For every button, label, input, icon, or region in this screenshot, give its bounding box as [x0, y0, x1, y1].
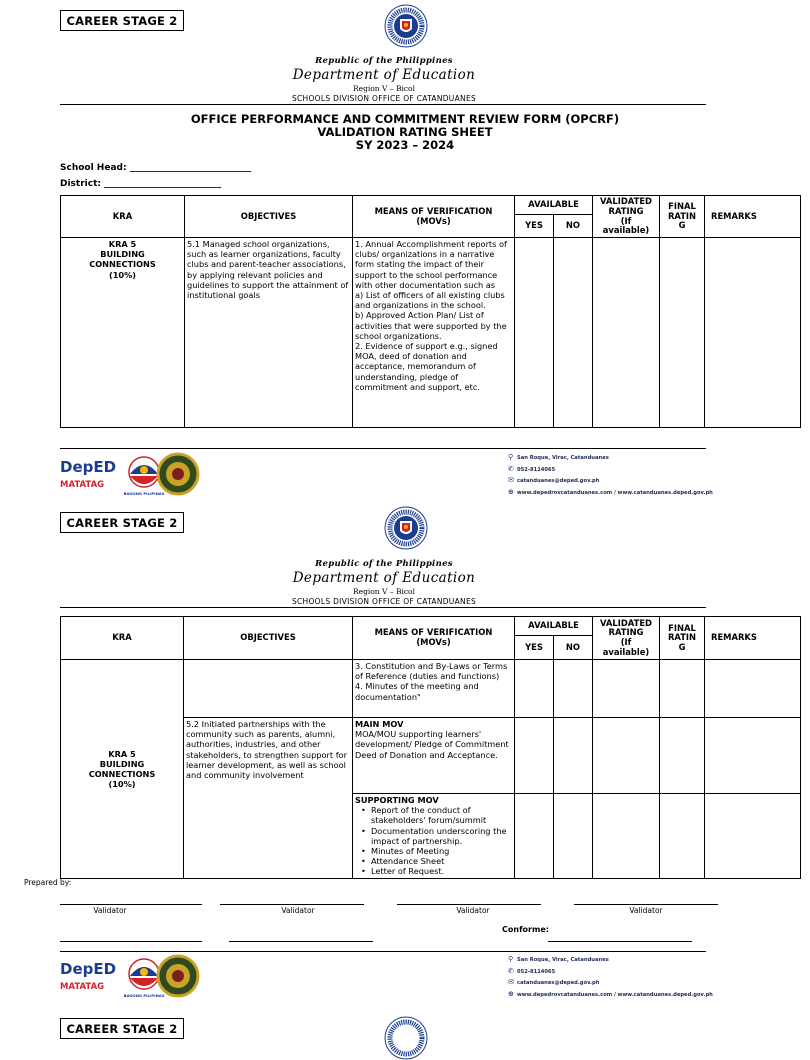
signature-line[interactable] [548, 941, 692, 942]
header-validated-rating: VALIDATED RATING (If available) [593, 196, 660, 238]
validator-label: Validator [93, 906, 127, 915]
kra-cell: KRA 5 BUILDING CONNECTIONS (10%) [61, 238, 185, 428]
validated-rating-cell[interactable] [593, 718, 660, 794]
footer-rule [60, 448, 706, 449]
header-remarks: REMARKS [705, 196, 801, 238]
career-stage-label: CAREER STAGE 2 [66, 13, 178, 28]
validated-rating-cell[interactable] [593, 238, 660, 428]
contact-phone: 052-8114065 [517, 968, 556, 975]
rating-table-2 [60, 616, 801, 879]
header-division: SCHOOLS DIVISION OFFICE OF CATANDUANES [291, 597, 477, 606]
svg-text:MATATAG: MATATAG [60, 982, 105, 992]
district-field[interactable]: District: __________________________ [60, 179, 222, 189]
mov-cell-continued: 3. Constitution and By-Laws or Terms of Reference (duties and functions) 4. Minutes of the meeting and documentation" [353, 660, 515, 718]
location-icon: ⚲ [508, 453, 514, 461]
remarks-cell[interactable] [705, 238, 801, 428]
contact-address: San Roque, Virac, Catanduanes [517, 455, 609, 461]
signature-line[interactable] [574, 904, 718, 905]
list-item: • Documentation underscoring the impact of partnership. [355, 826, 512, 846]
form-title-line3: SY 2023 – 2024 [355, 138, 455, 152]
validator-label: Validator [281, 906, 315, 915]
svg-text:MATATAG: MATATAG [60, 480, 105, 490]
header-region: Region V – Bicol [353, 84, 415, 93]
header-kra: KRA [61, 617, 184, 660]
header-no: NO [554, 636, 593, 660]
contact-address: San Roque, Virac, Catanduanes [517, 957, 609, 963]
conforme-label: Conforme: [502, 925, 549, 934]
header-mov: MEANS OF VERIFICATION (MOVs) [353, 196, 515, 238]
header-objectives: OBJECTIVES [184, 617, 353, 660]
no-cell[interactable] [554, 238, 593, 428]
header-department: Department of Education [292, 570, 476, 586]
contact-email[interactable]: catanduanes@deped.gov.ph [517, 980, 600, 986]
supporting-mov-cell [353, 794, 515, 879]
validator-label: Validator [456, 906, 490, 915]
header-yes: YES [515, 215, 554, 238]
signature-line[interactable] [229, 941, 373, 942]
prepared-by-label: Prepared by: [24, 878, 72, 887]
remarks-cell[interactable] [705, 718, 801, 794]
svg-text:BAGONG PILIPINAS: BAGONG PILIPINAS [123, 491, 165, 496]
contact-block [508, 954, 713, 1000]
career-stage-label: CAREER STAGE 2 [66, 515, 178, 530]
header-objectives: OBJECTIVES [185, 196, 353, 238]
signature-line[interactable] [397, 904, 541, 905]
page-3-partial [0, 1014, 768, 1036]
svg-text:DepED: DepED [60, 458, 117, 476]
header-rule [60, 104, 706, 105]
footer-logos-icon [60, 452, 200, 498]
career-stage-box [60, 10, 184, 31]
validator-label: Validator [629, 906, 663, 915]
contact-block [508, 452, 713, 498]
objective-cell-empty [184, 660, 353, 718]
header-yes: YES [515, 636, 554, 660]
header-republic: Republic of the Philippines [315, 559, 453, 569]
remarks-cell[interactable] [705, 794, 801, 879]
kra-cell: KRA 5 BUILDING CONNECTIONS (10%) [61, 660, 184, 879]
header-no: NO [554, 215, 593, 238]
header-rule [60, 607, 706, 608]
no-cell[interactable] [554, 794, 593, 879]
deped-seal-icon [384, 506, 428, 550]
list-item: • Letter of Request. [355, 866, 512, 876]
header-department: Department of Education [292, 67, 476, 83]
header-division: SCHOOLS DIVISION OFFICE OF CATANDUANES [291, 94, 477, 103]
header-final-rating: FINAL RATIN G [660, 617, 705, 660]
header-republic: Republic of the Philippines [315, 56, 453, 66]
svg-text:BAGONG PILIPINAS: BAGONG PILIPINAS [123, 993, 165, 998]
svg-text:DepED: DepED [60, 960, 117, 978]
footer-logos-icon [60, 954, 200, 1000]
phone-icon: ✆ [508, 966, 514, 975]
header-region: Region V – Bicol [353, 587, 415, 596]
signature-line[interactable] [60, 941, 202, 942]
objective-cell: 5.2 Initiated partnerships with the community such as parents, alumni, authorities, industries, and other stakeholders, to strengthen support for learner development, as well as school and community involvement [184, 718, 353, 879]
career-stage-box [60, 1018, 184, 1039]
header-available: AVAILABLE [515, 617, 593, 636]
list-item: • Report of the conduct of stakeholders' forum/summit [355, 805, 512, 825]
final-rating-cell[interactable] [660, 718, 705, 794]
career-stage-label: CAREER STAGE 2 [66, 1021, 178, 1036]
signature-line[interactable] [220, 904, 364, 905]
contact-phone: 052-8114065 [517, 466, 556, 473]
yes-cell[interactable] [515, 718, 554, 794]
school-head-field[interactable]: School Head: ___________________________ [60, 163, 252, 173]
phone-icon: ✆ [508, 464, 514, 473]
supporting-mov-label: SUPPORTING MOV [355, 795, 439, 805]
yes-cell[interactable] [515, 794, 554, 879]
no-cell[interactable] [554, 718, 593, 794]
list-item: • Minutes of Meeting [355, 846, 512, 856]
rating-table-1 [60, 195, 801, 428]
objective-cell: 5.1 Managed school organizations, such as learner organizations, faculty clubs and parent-teacher associations, by applying relevant policies and guidelines to support the attainment of institutional goals [185, 238, 353, 428]
validated-rating-cell[interactable] [593, 660, 660, 718]
header-validated-rating: VALIDATED RATING (If available) [593, 617, 660, 660]
yes-cell[interactable] [515, 660, 554, 718]
globe-icon: ⊕ [508, 989, 514, 998]
header-kra: KRA [61, 196, 185, 238]
yes-cell[interactable] [515, 238, 554, 428]
contact-web[interactable]: www.depedrovcatanduanes.com / www.catanduanes.deped.gov.ph [517, 991, 713, 998]
final-rating-cell[interactable] [660, 238, 705, 428]
mail-icon: ✉ [508, 476, 514, 484]
header-available: AVAILABLE [515, 196, 593, 215]
remarks-cell[interactable] [705, 660, 801, 718]
final-rating-cell[interactable] [660, 794, 705, 879]
validated-rating-cell[interactable] [593, 794, 660, 879]
final-rating-cell[interactable] [660, 660, 705, 718]
main-mov-label: MAIN MOV [355, 719, 404, 729]
page-2 [0, 510, 768, 1024]
career-stage-box [60, 512, 184, 533]
mail-icon: ✉ [508, 978, 514, 986]
mov-cell: 1. Annual Accomplishment reports of clubs/ organizations in a narrative form stating the impact of their support to the school performance with other documentation such as a) List of officers of all existing clubs and organizations in the school. b) Approved Action Plan/ List of activities that were supported by the school organizations. 2. Evidence of support e.g., signed MOA, deed of donation and acceptance, memorandum of understanding, pledge of commitment and support, etc. [353, 238, 515, 428]
no-cell[interactable] [554, 660, 593, 718]
deped-seal-icon [384, 4, 428, 48]
contact-email[interactable]: catanduanes@deped.gov.ph [517, 478, 600, 484]
header-remarks: REMARKS [705, 617, 801, 660]
footer-rule [60, 951, 706, 952]
deped-seal-icon [384, 1016, 428, 1060]
page-1 [0, 0, 768, 510]
contact-web[interactable]: www.depedrovcatanduanes.com / www.catanduanes.deped.gov.ph [517, 489, 713, 496]
main-mov-cell: MAIN MOV MOA/MOU supporting learners' development/ Pledge of Commitment Deed of Donation and Acceptance. [353, 718, 515, 794]
form-title-line2: VALIDATION RATING SHEET [317, 125, 493, 139]
header-final-rating: FINAL RATIN G [660, 196, 705, 238]
list-item: • Attendance Sheet [355, 856, 512, 866]
header-mov: MEANS OF VERIFICATION (MOVs) [353, 617, 515, 660]
form-title-line1: OFFICE PERFORMANCE AND COMMITMENT REVIEW FORM (OPCRF) [190, 112, 620, 126]
location-icon: ⚲ [508, 955, 514, 963]
globe-icon: ⊕ [508, 487, 514, 496]
signature-line[interactable] [60, 904, 202, 905]
